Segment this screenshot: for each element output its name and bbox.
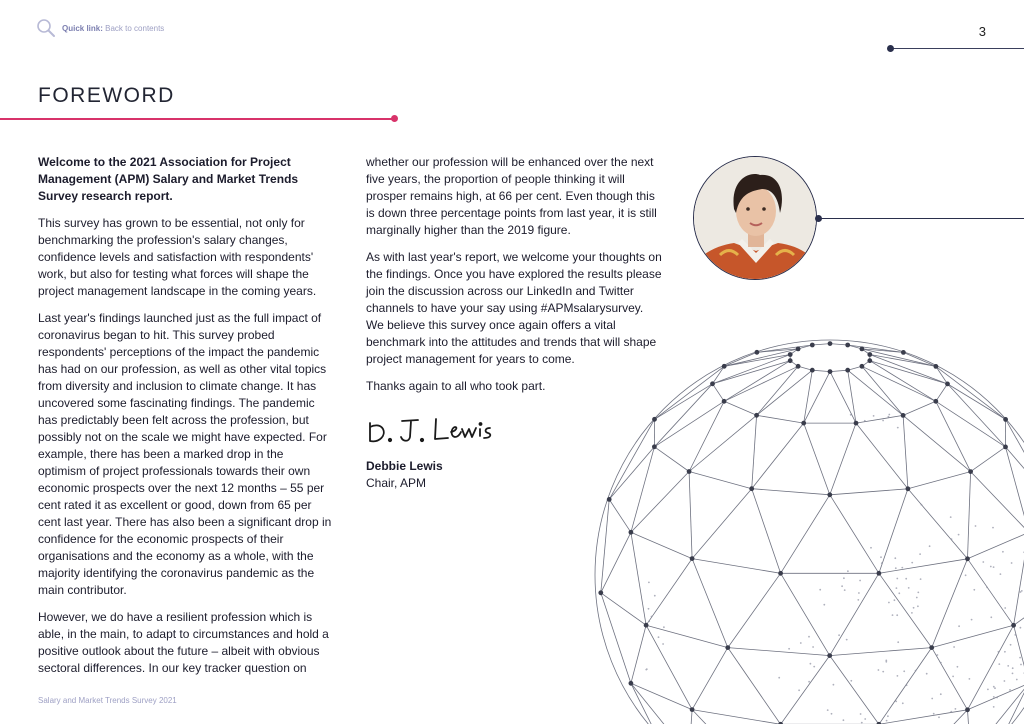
title-underline-dot <box>391 115 398 122</box>
page-number: 3 <box>978 24 986 39</box>
search-icon <box>36 18 56 38</box>
quick-link[interactable] <box>36 18 164 38</box>
quick-link-label: Quick link: <box>62 23 103 33</box>
portrait-photo <box>693 156 817 280</box>
signatory-role: Chair, APM <box>366 476 427 490</box>
title-underline <box>0 118 394 120</box>
portrait-connector-line <box>818 218 1024 219</box>
back-to-contents-link[interactable]: Back to contents <box>105 23 165 33</box>
paragraph: This survey has grown to be essential, not only for benchmarking the profession's salary changes, confidence levels and satisfaction with respondents' work, but also for testing what forces will shape the project management landscape in the coming years. <box>38 216 317 298</box>
paragraph: Last year's findings launched just as the full impact of coronavirus began to hit. This survey probed respondents' perceptions of the impact the pandemic has had on our profession, as well as other vital topics from diversity and inclusion to climate change. It has uncovered some fascinating findings. The pandemic has predictably been felt across the profession, but possibly not on the scale we might have expected. For example, there has been a marked drop in the optimism of project professionals towards their own economic prospects over the next 12 months – 55 per cent rated it as excellent or good, down from 65 per cent last year. There has also been a significant drop in confidence for the economic prospects of their organisations and the economy as a whole, with the majority identifying the coronavirus pandemic as the main contributor. <box>38 311 332 597</box>
column-left <box>38 154 334 687</box>
lead-paragraph: Welcome to the 2021 Association for Project Management (APM) Salary and Market Trends Survey research report. <box>38 155 299 203</box>
paragraph: Thanks again to all who took part. <box>366 379 546 393</box>
footer-text: Salary and Market Trends Survey 2021 <box>38 696 177 705</box>
header-divider-dot <box>887 45 894 52</box>
header-divider <box>890 48 1024 49</box>
globe-network-illustration <box>580 320 1024 724</box>
page-title: FOREWORD <box>38 84 175 107</box>
signatory-name: Debbie Lewis <box>366 459 443 473</box>
paragraph: However, we do have a resilient profession which is able, in the main, to adapt to circumstances and hold a positive outlook about the future – albeit with obvious sectoral differences. In our key tracker question on <box>38 610 329 675</box>
portrait-connector-dot <box>815 215 822 222</box>
paragraph: As with last year's report, we welcome your thoughts on the findings. Once you have explored the results please join the discussion across our LinkedIn and Twitter channels to have your say using #APMsalarysurvey. We believe this survey once again offers a vital benchmark into the attitudes and trends that will shape project management for years to come. <box>366 250 662 366</box>
paragraph: whether our profession will be enhanced over the next five years, the proportion of people thinking it will prosper remains high, at 66 per cent. Even though this is down three percentage points from last year, it is still marginally higher than the 2019 figure. <box>366 155 657 237</box>
